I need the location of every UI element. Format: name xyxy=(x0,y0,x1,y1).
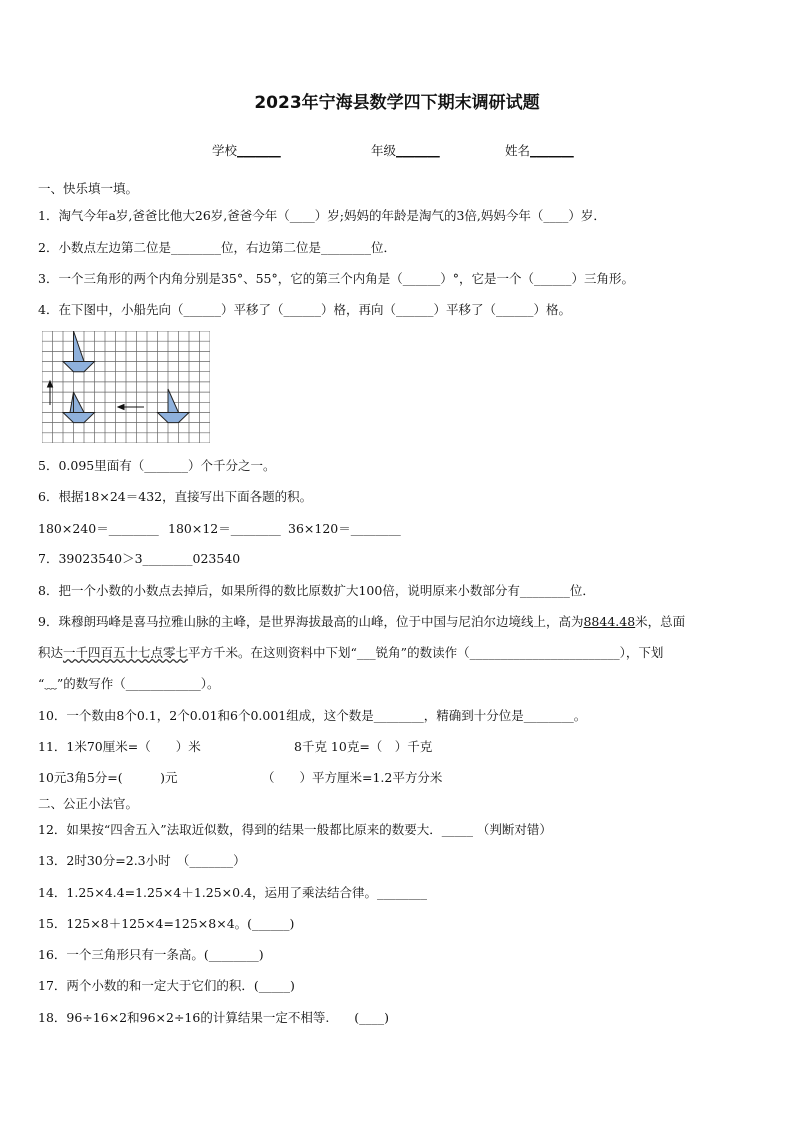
question-6a: 180×240＝________ xyxy=(38,521,159,536)
question-16: 16．一个三角形只有一条高。(________) xyxy=(38,947,264,962)
height-value: 8844.48 xyxy=(583,614,636,629)
question-1: 1．淘气今年a岁,爸爸比他大26岁,爸爸今年（____）岁;妈妈的年龄是淘气的3倍,妈妈今年（____）岁． xyxy=(38,208,606,223)
question-6c: 36×120＝________ xyxy=(288,521,401,536)
question-9-line-3: “﹏”的数写作（____________）。 xyxy=(38,676,220,691)
question-11a: 11．1米70厘米=（ ）米 xyxy=(38,739,201,754)
up-arrow-icon xyxy=(48,381,53,405)
question-11b: 8千克 10克=（ ）千克 xyxy=(294,739,433,754)
question-2: 2．小数点左边第二位是________位，右边第二位是________位． xyxy=(38,240,396,255)
boat-final xyxy=(158,389,190,423)
question-8: 8．把一个小数的小数点去掉后，如果所得的数比原数扩大100倍，说明原来小数部分有________位． xyxy=(38,583,595,598)
section-1-heading: 一、快乐填一填。 xyxy=(38,181,139,196)
question-11d: （ ）平方厘米=1.2平方分米 xyxy=(262,770,443,785)
name-field: 姓名_______ xyxy=(505,143,574,158)
question-12: 12．如果按“四舍五入”法取近似数，得到的结果一般都比原来的数要大．_____ （判断对错） xyxy=(38,822,552,837)
question-17: 17．两个小数的和一定大于它们的积．(_____) xyxy=(38,978,295,993)
page-title: 2023年宁海县数学四下期末调研试题 xyxy=(254,93,540,113)
grid-svg xyxy=(42,331,210,443)
question-5: 5．0.095里面有（_______）个千分之一。 xyxy=(38,458,276,473)
question-13: 13．2时30分=2.3小时 （_______） xyxy=(38,853,246,868)
area-words: 一千四百五十七点零七 xyxy=(63,645,189,660)
question-7: 7．39023540＞3________023540 xyxy=(38,551,241,566)
question-11c: 10元3角5分=( )元 xyxy=(38,770,178,785)
question-15: 15．125×8＋125×4=125×8×4。(______) xyxy=(38,916,295,931)
question-9-line-1: 9．珠穆朗玛峰是喜马拉雅山脉的主峰，是世界海拔最高的山峰，位于中国与尼泊尔边境线上，高为8844.48米，总面 xyxy=(38,614,686,629)
question-18: 18．96÷16×2和96×2÷16的计算结果一定不相等. (____) xyxy=(38,1010,390,1025)
boat-grid-figure xyxy=(42,331,210,443)
question-14: 14．1.25×4.4=1.25×4＋1.25×0.4，运用了乘法结合律。________ xyxy=(38,885,428,900)
section-2-heading: 二、公正小法官。 xyxy=(38,796,139,811)
grade-field: 年级_______ xyxy=(371,143,440,158)
left-arrow-icon xyxy=(118,405,144,410)
school-field: 学校_______ xyxy=(212,143,281,158)
question-9-line-2: 积达一千四百五十七点零七平方千米。在这则资料中下划“___锐角”的数读作（________________________），下划 xyxy=(38,645,664,660)
question-6b: 180×12＝________ xyxy=(168,521,281,536)
question-6: 6．根据18×24＝432，直接写出下面各题的积。 xyxy=(38,489,313,504)
question-3: 3．一个三角形的两个内角分别是35°、55°，它的第三个内角是（______）°，它是一个（______）三角形。 xyxy=(38,271,635,286)
question-4: 4．在下图中，小船先向（______）平移了（______）格，再向（______）平移了（______）格。 xyxy=(38,302,571,317)
question-10: 10．一个数由8个0.1，2个0.01和6个0.001组成，这个数是________，精确到十分位是________。 xyxy=(38,708,587,723)
boat-middle xyxy=(63,392,95,423)
